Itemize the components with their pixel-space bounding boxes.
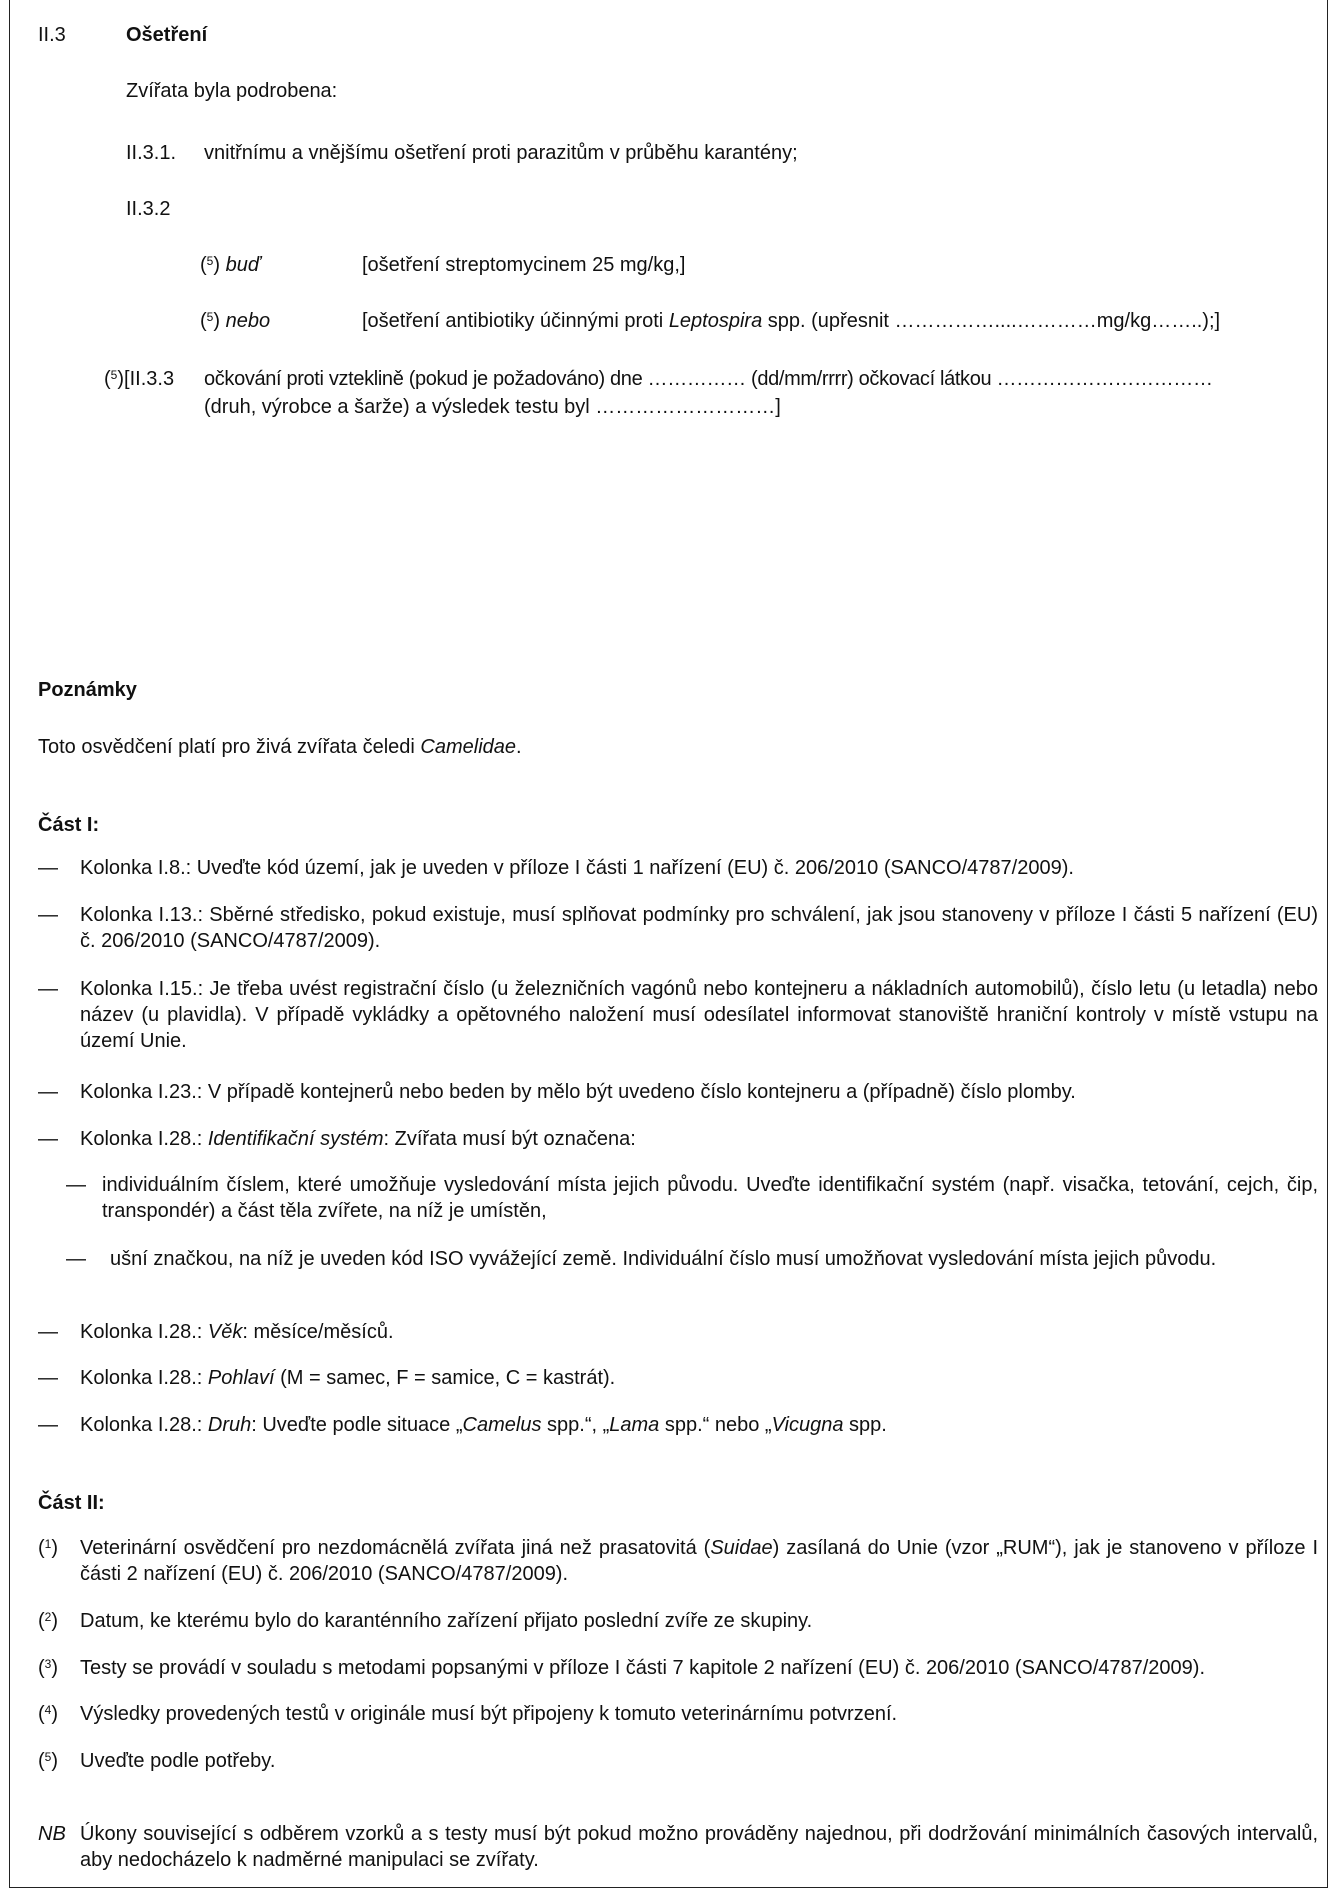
dash: — xyxy=(38,1321,58,1343)
either-text: [ošetření streptomycinem 25 mg/kg,] xyxy=(362,254,686,276)
section-number: II.3 xyxy=(38,24,66,46)
note-box-i15: Kolonka I.15.: Je třeba uvést registrační číslo (u železničních vagónů nebo kontejneru a nákladních automobilů), číslo letu (u letadla) nebo název (u plavidla). V případě vykládky a opětovného naložení musí odesílatel informovat stanoviště hraniční kontroly v místě vstupu na území Unie. xyxy=(80,978,1318,1052)
item-text: vnitřnímu a vnějšímu ošetření proti parazitům v průběhu karantény; xyxy=(204,142,798,164)
dash: — xyxy=(38,1367,58,1389)
dash: — xyxy=(66,1174,86,1196)
dash: — xyxy=(38,1414,58,1436)
part1-heading: Část I: xyxy=(38,814,100,836)
note-box-i13: Kolonka I.13.: Sběrné středisko, pokud existuje, musí splňovat podmínky pro schválení, jak jsou stanoveny v příloze I části 5 nařízení (EU) č. 206/2010 (SANCO/4787/2009). xyxy=(80,904,1318,952)
dash: — xyxy=(38,857,58,879)
footnote-3: Testy se provádí v souladu s metodami popsanými v příloze I části 7 kapitole 2 nařízení (EU) č. 206/2010 (SANCO/4787/2009). xyxy=(80,1657,1206,1679)
dash: — xyxy=(38,978,58,1000)
rabies-line-2: (druh, výrobce a šarže) a výsledek testu byl ………………………] xyxy=(204,396,781,418)
note-sub-1: individuálním číslem, které umožňuje vysledování místa jejich původu. Uveďte identifikační systém (např. visačka, tetování, cejch, čip, transpondér) a část těla zvířete, na níž je umístěn, xyxy=(102,1174,1318,1222)
footnote-number: ($^3$) xyxy=(38,1657,59,1679)
rabies-line-1: očkování proti vzteklině (pokud je požadováno) dne …………… (dd/mm/rrrr) očkovací látkou …………………………… xyxy=(204,368,1213,390)
rabies-number: ($^5$)[II.3.3 xyxy=(104,368,175,390)
note-sub-2: ušní značkou, na níž je uveden kód ISO vyvážející země. Individuální číslo musí umožňovat vysledování místa jejich původu. xyxy=(110,1248,1217,1270)
dash: — xyxy=(66,1248,86,1270)
note-box-i28-id: Kolonka I.28.: Identifikační systém: Zvířata musí být označena: xyxy=(80,1128,636,1150)
footnote-number: ($^4$) xyxy=(38,1703,59,1725)
note-box-i28-sex: Kolonka I.28.: Pohlaví (M = samec, F = samice, C = kastrát). xyxy=(80,1367,616,1389)
either-option: ($^5$) buď xyxy=(200,254,261,276)
dash: — xyxy=(38,904,58,926)
note-box-i28-age: Kolonka I.28.: Věk: měsíce/měsíců. xyxy=(80,1321,394,1343)
footnote-number: ($^2$) xyxy=(38,1610,59,1632)
footnote-1: Veterinární osvědčení pro nezdomácnělá zvířata jiná než prasatovitá (Suidae) zasílaná do Unie (vzor „RUM“), jak je stanoveno v příloze I části 2 nařízení (EU) č. 206/2010 (SANCO/4787/2009). xyxy=(80,1537,1318,1585)
or-text: [ošetření antibiotiky účinnými proti Leptospira spp. (upřesnit ……………....…………mg/kg……..);] xyxy=(362,310,1221,332)
note-box-i8: Kolonka I.8.: Uveďte kód území, jak je uveden v příloze I části 1 nařízení (EU) č. 206/2010 (SANCO/4787/2009). xyxy=(80,857,1074,879)
section-intro: Zvířata byla podrobena: xyxy=(126,80,338,102)
dash: — xyxy=(38,1128,58,1150)
notes-heading: Poznámky xyxy=(38,679,137,701)
note-box-i28-species: Kolonka I.28.: Druh: Uveďte podle situace „Camelus spp.“, „Lama spp.“ nebo „Vicugna spp. xyxy=(80,1414,887,1436)
footnote-2: Datum, ke kterému bylo do karanténního zařízení přijato poslední zvíře ze skupiny. xyxy=(80,1610,813,1632)
footnote-number: ($^5$) xyxy=(38,1750,59,1772)
footnote-4: Výsledky provedených testů v originále musí být připojeny k tomuto veterinárnímu potvrzení. xyxy=(80,1703,898,1725)
dash: — xyxy=(38,1081,58,1103)
item-number: II.3.1. xyxy=(126,142,177,164)
footnote-5: Uveďte podle potřeby. xyxy=(80,1750,276,1772)
note-box-i23: Kolonka I.23.: V případě kontejnerů nebo beden by mělo být uvedeno číslo kontejneru a (případně) číslo plomby. xyxy=(80,1081,1076,1103)
section-title: Ošetření xyxy=(126,24,208,46)
nb-text: Úkony související s odběrem vzorků a s testy musí být pokud možno prováděny najednou, při dodržování minimálních časových intervalů, aby nedocházelo k nadměrné manipulaci se zvířaty. xyxy=(80,1823,1318,1871)
nb-label: NB xyxy=(38,1823,66,1845)
or-option: ($^5$) nebo xyxy=(200,310,271,332)
part2-heading: Část II: xyxy=(38,1492,105,1514)
footnote-number: ($^1$) xyxy=(38,1537,59,1559)
notes-intro: Toto osvědčení platí pro živá zvířata čeledi Camelidae. xyxy=(38,736,522,758)
item-number: II.3.2 xyxy=(126,198,171,220)
